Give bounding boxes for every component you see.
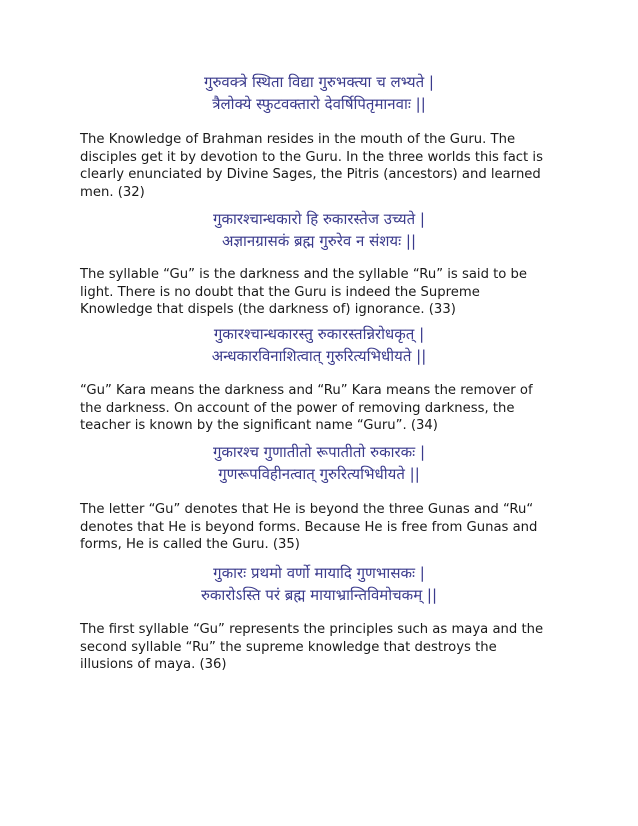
translation-paragraph: The Knowledge of Brahman resides in the mouth of the Guru. The disciples get it by devotion to the Guru. In the three worlds this fact is clearly enunciated by Divine Sages, the Pitris (ancestors) and learned men. (32) <box>80 132 543 200</box>
verse-line: गुकारश्चान्धकारो हि रुकारस्तेज उच्यते | <box>213 210 425 228</box>
sanskrit-verse <box>0 441 638 485</box>
verse-line: गुरुवक्त्रे स्थिता विद्या गुरुभक्त्या च लभ्यते | <box>204 73 434 91</box>
verse-line: अज्ञानग्रासकं ब्रह्म गुरुरेव न संशयः || <box>221 232 417 250</box>
verse-line: गुणरूपविहीनत्वात् गुरुरित्यभिधीयते || <box>218 465 420 483</box>
verse-line: गुकारः प्रथमो वर्णो मायादि गुणभासकः | <box>213 564 425 582</box>
verse-line: रुकारोऽस्ति परं ब्रह्म मायाभ्रान्तिविमोचकम् || <box>200 586 438 604</box>
verse-line: गुकारश्चान्धकारस्तु रुकारस्तन्निरोधकृत् | <box>213 325 425 343</box>
sanskrit-verse <box>0 71 638 115</box>
verse-line: गुकारश्च गुणातीतो रूपातीतो रुकारकः | <box>212 443 426 461</box>
verse-line: अन्धकारविनाशित्वात् गुरुरित्यभिधीयते || <box>211 347 427 365</box>
translation-paragraph: The syllable “Gu” is the darkness and the syllable “Ru” is said to be light. There is no doubt that the Guru is indeed the Supreme Knowledge that dispels (the darkness of) ignorance. (33) <box>80 267 528 317</box>
sanskrit-verse <box>0 323 638 367</box>
sanskrit-verse <box>0 208 638 252</box>
verse-line: त्रैलोक्ये स्फुटवक्तारो देवर्षिपितृमानवाः || <box>212 95 426 113</box>
translation-paragraph: The first syllable “Gu” represents the principles such as maya and the second syllable “Ru” the supreme knowledge that destroys the illusions of maya. (36) <box>80 622 544 672</box>
translation-paragraph: The letter “Gu” denotes that He is beyond the three Gunas and “Ru“ denotes that He is beyond forms. Because He is free from Gunas and forms, He is called the Guru. (35) <box>80 502 538 552</box>
sanskrit-verse <box>0 562 638 606</box>
translation-paragraph: “Gu” Kara means the darkness and “Ru” Kara means the remover of the darkness. On account of the power of removing darkness, the teacher is known by the significant name “Guru”. (34) <box>80 383 533 433</box>
